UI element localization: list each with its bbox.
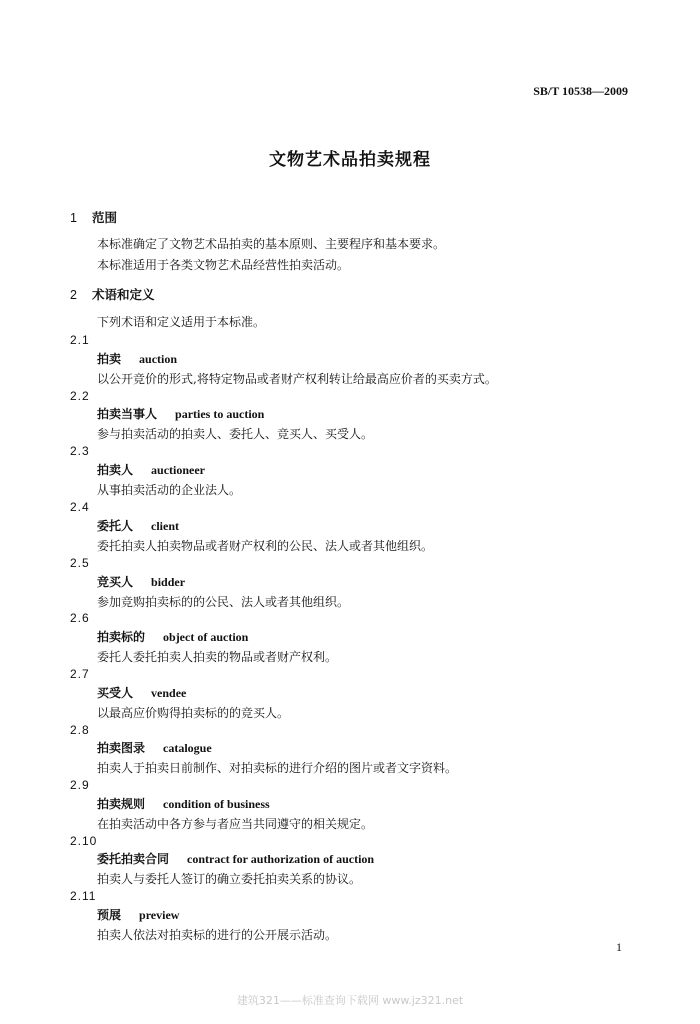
term-definition: 以最高应价购得拍卖标的的竞买人。 — [97, 706, 290, 720]
term-english: condition of business — [163, 797, 270, 811]
section-title: 术语和定义 — [92, 287, 155, 302]
section-number: 2 — [70, 288, 77, 302]
term-entry — [97, 739, 212, 756]
term-definition: 拍卖人于拍卖日前制作、对拍卖标的进行介绍的图片或者文字资料。 — [97, 761, 458, 775]
term-entry — [97, 350, 177, 367]
paragraph: 本标准确定了文物艺术品拍卖的基本原则、主要程序和基本要求。 — [97, 237, 446, 251]
term-english: contract for authorization of auction — [187, 852, 375, 866]
term-english: auction — [139, 352, 178, 366]
term-definition: 从事拍卖活动的企业法人。 — [97, 483, 242, 497]
clause-number: 2.9 — [70, 778, 90, 792]
term-chinese: 委托拍卖合同 — [97, 852, 170, 866]
page-number: 1 — [616, 940, 622, 954]
term-entry — [97, 461, 205, 478]
term-english: catalogue — [163, 741, 212, 755]
clause-number: 2.7 — [70, 667, 90, 681]
clause-number: 2.4 — [70, 500, 90, 514]
section-number: 1 — [70, 211, 77, 225]
paragraph: 本标准适用于各类文物艺术品经营性拍卖活动。 — [97, 258, 350, 272]
term-definition: 以公开竞价的形式,将特定物品或者财产权利转让给最高应价者的买卖方式。 — [97, 372, 497, 386]
term-chinese: 竞买人 — [97, 575, 134, 589]
term-chinese: 预展 — [97, 908, 122, 922]
clause-number: 2.8 — [70, 723, 90, 737]
clause-number: 2.3 — [70, 444, 90, 458]
term-entry — [97, 628, 248, 645]
term-definition: 拍卖人依法对拍卖标的进行的公开展示活动。 — [97, 928, 338, 942]
term-chinese: 拍卖标的 — [97, 630, 146, 644]
standard-number: SB/T 10538—2009 — [533, 84, 628, 98]
term-chinese: 拍卖规则 — [97, 797, 146, 811]
term-chinese: 拍卖图录 — [97, 741, 146, 755]
section-title: 范围 — [92, 210, 118, 225]
term-definition: 拍卖人与委托人签订的确立委托拍卖关系的协议。 — [97, 872, 362, 886]
term-entry — [97, 795, 270, 812]
term-entry — [97, 405, 264, 422]
term-definition: 参与拍卖活动的拍卖人、委托人、竞买人、买受人。 — [97, 427, 374, 441]
term-definition: 委托拍卖人拍卖物品或者财产权利的公民、法人或者其他组织。 — [97, 539, 434, 553]
term-english: preview — [139, 908, 180, 922]
term-entry — [97, 573, 185, 590]
page-title: 文物艺术品拍卖规程 — [269, 150, 431, 170]
term-chinese: 拍卖 — [97, 352, 122, 366]
clause-number: 2.2 — [70, 389, 90, 403]
paragraph: 下列术语和定义适用于本标准。 — [97, 315, 266, 329]
term-definition: 参加竞购拍卖标的的公民、法人或者其他组织。 — [97, 595, 350, 609]
footer-watermark: 建筑321——标准查询下载网 www.jz321.net — [236, 994, 464, 1007]
term-entry — [97, 906, 179, 923]
term-chinese: 买受人 — [97, 686, 134, 700]
term-definition: 在拍卖活动中各方参与者应当共同遵守的相关规定。 — [97, 817, 374, 831]
clause-number: 2.11 — [70, 889, 97, 903]
term-english: bidder — [151, 575, 186, 589]
term-entry — [97, 850, 374, 867]
term-definition: 委托人委托拍卖人拍卖的物品或者财产权利。 — [97, 650, 338, 664]
clause-number: 2.6 — [70, 611, 90, 625]
term-english: object of auction — [163, 630, 249, 644]
term-english: client — [151, 519, 180, 533]
section-2-heading — [70, 285, 155, 303]
term-entry — [97, 684, 186, 701]
term-chinese: 委托人 — [97, 519, 134, 533]
clause-number: 2.5 — [70, 556, 90, 570]
term-english: parties to auction — [175, 407, 265, 421]
term-english: vendee — [151, 686, 187, 700]
clause-number: 2.1 — [70, 333, 90, 347]
term-english: auctioneer — [151, 463, 205, 477]
term-entry — [97, 517, 179, 534]
clause-number: 2.10 — [70, 834, 98, 848]
term-chinese: 拍卖当事人 — [97, 407, 158, 421]
section-1-heading — [70, 208, 117, 226]
term-chinese: 拍卖人 — [97, 463, 134, 477]
